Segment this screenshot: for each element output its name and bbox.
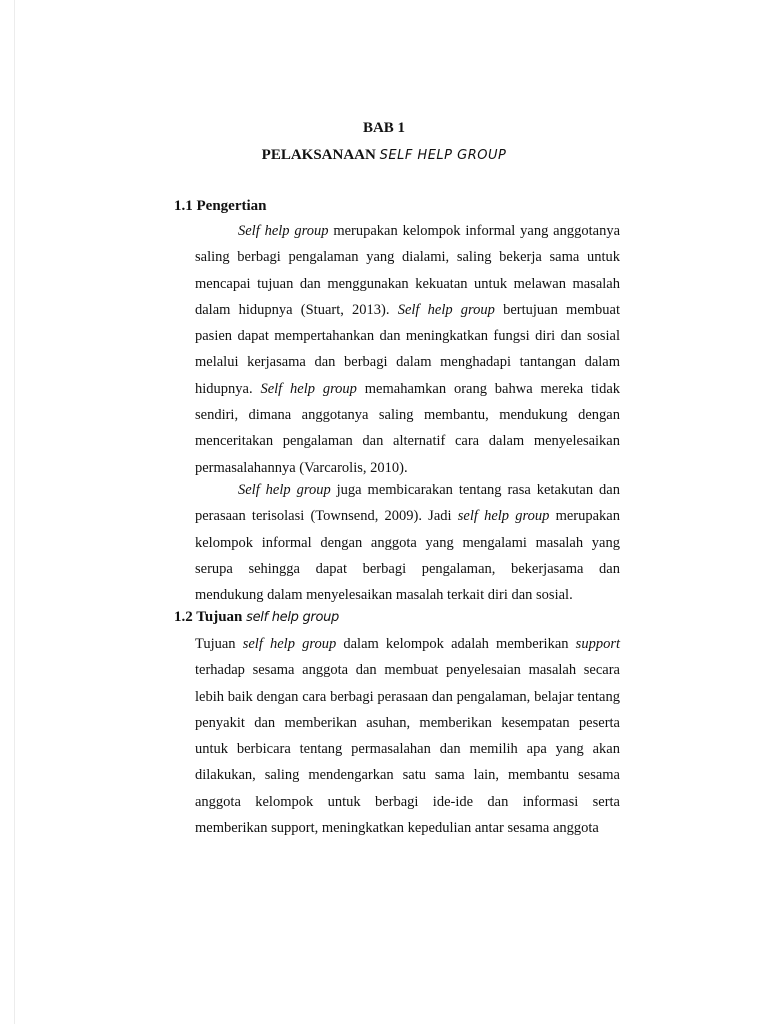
italic-term: Self help group [238,223,329,239]
italic-term: Self help group [238,482,331,498]
italic-term: self help group [457,508,550,525]
chapter-title-italic: SELF HELP GROUP [379,148,507,163]
text-run: juga membicarakan tentang rasa ketakutan dan perasaan terisolasi (Townsend, 2009). Jadi [195,482,620,525]
text-run: terhadap sesama anggota dan membuat penyelesaian masalah secara lebih baik dengan cara berbagi perasaan dan pengalaman, belajar tentang penyakit dan memberikan asuhan, memberikan kesempatan peserta untuk berbicara tentang permasalahan dan memilih apa yang akan dilakukan, saling mendengarkan satu sama lain, membantu sesama anggota kelompok untuk berbagi ide-ide dan informasi serta memberikan support, meningkatkan kepedulian antar sesama anggota [195,662,620,837]
chapter-number: BAB 1 [362,120,406,136]
italic-term: Self help group [397,301,495,318]
chapter-title [0,147,768,164]
paragraph-tujuan-1 [195,631,620,841]
italic-term: Self help group [260,380,357,397]
text-run: dalam kelompok adalah memberikan [336,636,576,652]
italic-term: support [575,636,620,652]
text-run: merupakan kelompok informal yang anggotanya saling berbagi pengalaman yang dialami, saling bekerja sama untuk mencapai tujuan dan menggunakan kekuatan untuk melawan masalah dalam hidupnya (Stuart, 2013). [195,223,621,318]
text-run: merupakan kelompok informal dengan anggota yang mengalami masalah yang serupa sehingga dapat berbagi pengalaman, bekerjasama dan mendukung dalam menyelesaikan masalah terkait diri dan sosial. [195,508,620,604]
chapter-title-main: PELAKSANAAN [261,147,376,163]
text-run: bertujuan membuat pasien dapat mempertahankan dan meningkatkan fungsi diri dan sosial melalui kerjasama dan berbagi dalam menghadapi tantangan dalam hidupnya. [195,301,621,397]
section-heading-pengertian: 1.1 Pengertian [174,198,267,214]
paragraph-pengertian-1 [195,218,620,481]
text-run: memahamkan orang bahwa mereka tidak sendiri, dimana anggotanya saling membantu, mendukung dengan menceritakan pengalaman dan alternatif cara dalam menyelesaikan permasalahannya (Varcarolis, 2010). [195,380,620,476]
italic-term: self help group [242,636,337,652]
paragraph-pengertian-2 [195,477,620,608]
section-heading-tujuan-main: 1.2 Tujuan [174,609,243,625]
section-heading-tujuan-italic: self help group [246,610,340,625]
text-run: Tujuan [195,636,243,652]
section-heading-tujuan [174,609,339,626]
